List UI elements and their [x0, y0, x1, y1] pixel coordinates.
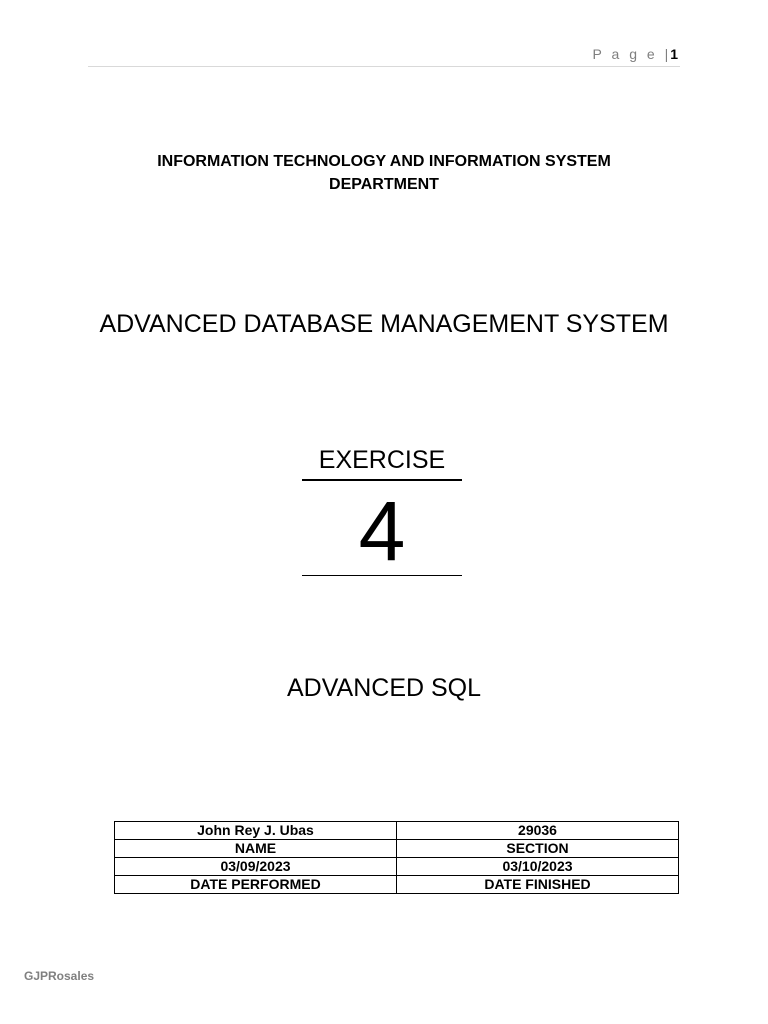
student-info-table [114, 821, 679, 894]
page-separator: | [664, 46, 669, 62]
department-line-2: DEPARTMENT [329, 176, 439, 193]
section-label: SECTION [397, 840, 679, 858]
date-finished-label: DATE FINISHED [397, 876, 679, 894]
header-rule [88, 66, 680, 67]
date-performed-label: DATE PERFORMED [115, 876, 397, 894]
exercise-number-rule [302, 575, 462, 576]
date-performed-value: 03/09/2023 [115, 858, 397, 876]
department-line-1: INFORMATION TECHNOLOGY AND INFORMATION SYSTEM [157, 153, 611, 170]
page-word: P a g e [592, 46, 658, 62]
page-number [593, 46, 678, 62]
table-row [115, 822, 679, 840]
name-label: NAME [115, 840, 397, 858]
department-title [0, 150, 768, 196]
exercise-number: 4 [358, 484, 406, 578]
topic-title: ADVANCED SQL [286, 674, 482, 702]
table-row [115, 858, 679, 876]
table-row [115, 840, 679, 858]
section-value: 29036 [397, 822, 679, 840]
footer-author: GJPRosales [24, 969, 95, 983]
course-title: ADVANCED DATABASE MANAGEMENT SYSTEM [99, 310, 669, 338]
date-finished-value: 03/10/2023 [397, 858, 679, 876]
student-name-value: John Rey J. Ubas [115, 822, 397, 840]
table-row [115, 876, 679, 894]
exercise-label: EXERCISE [302, 446, 462, 481]
page-number-value: 1 [670, 46, 678, 62]
